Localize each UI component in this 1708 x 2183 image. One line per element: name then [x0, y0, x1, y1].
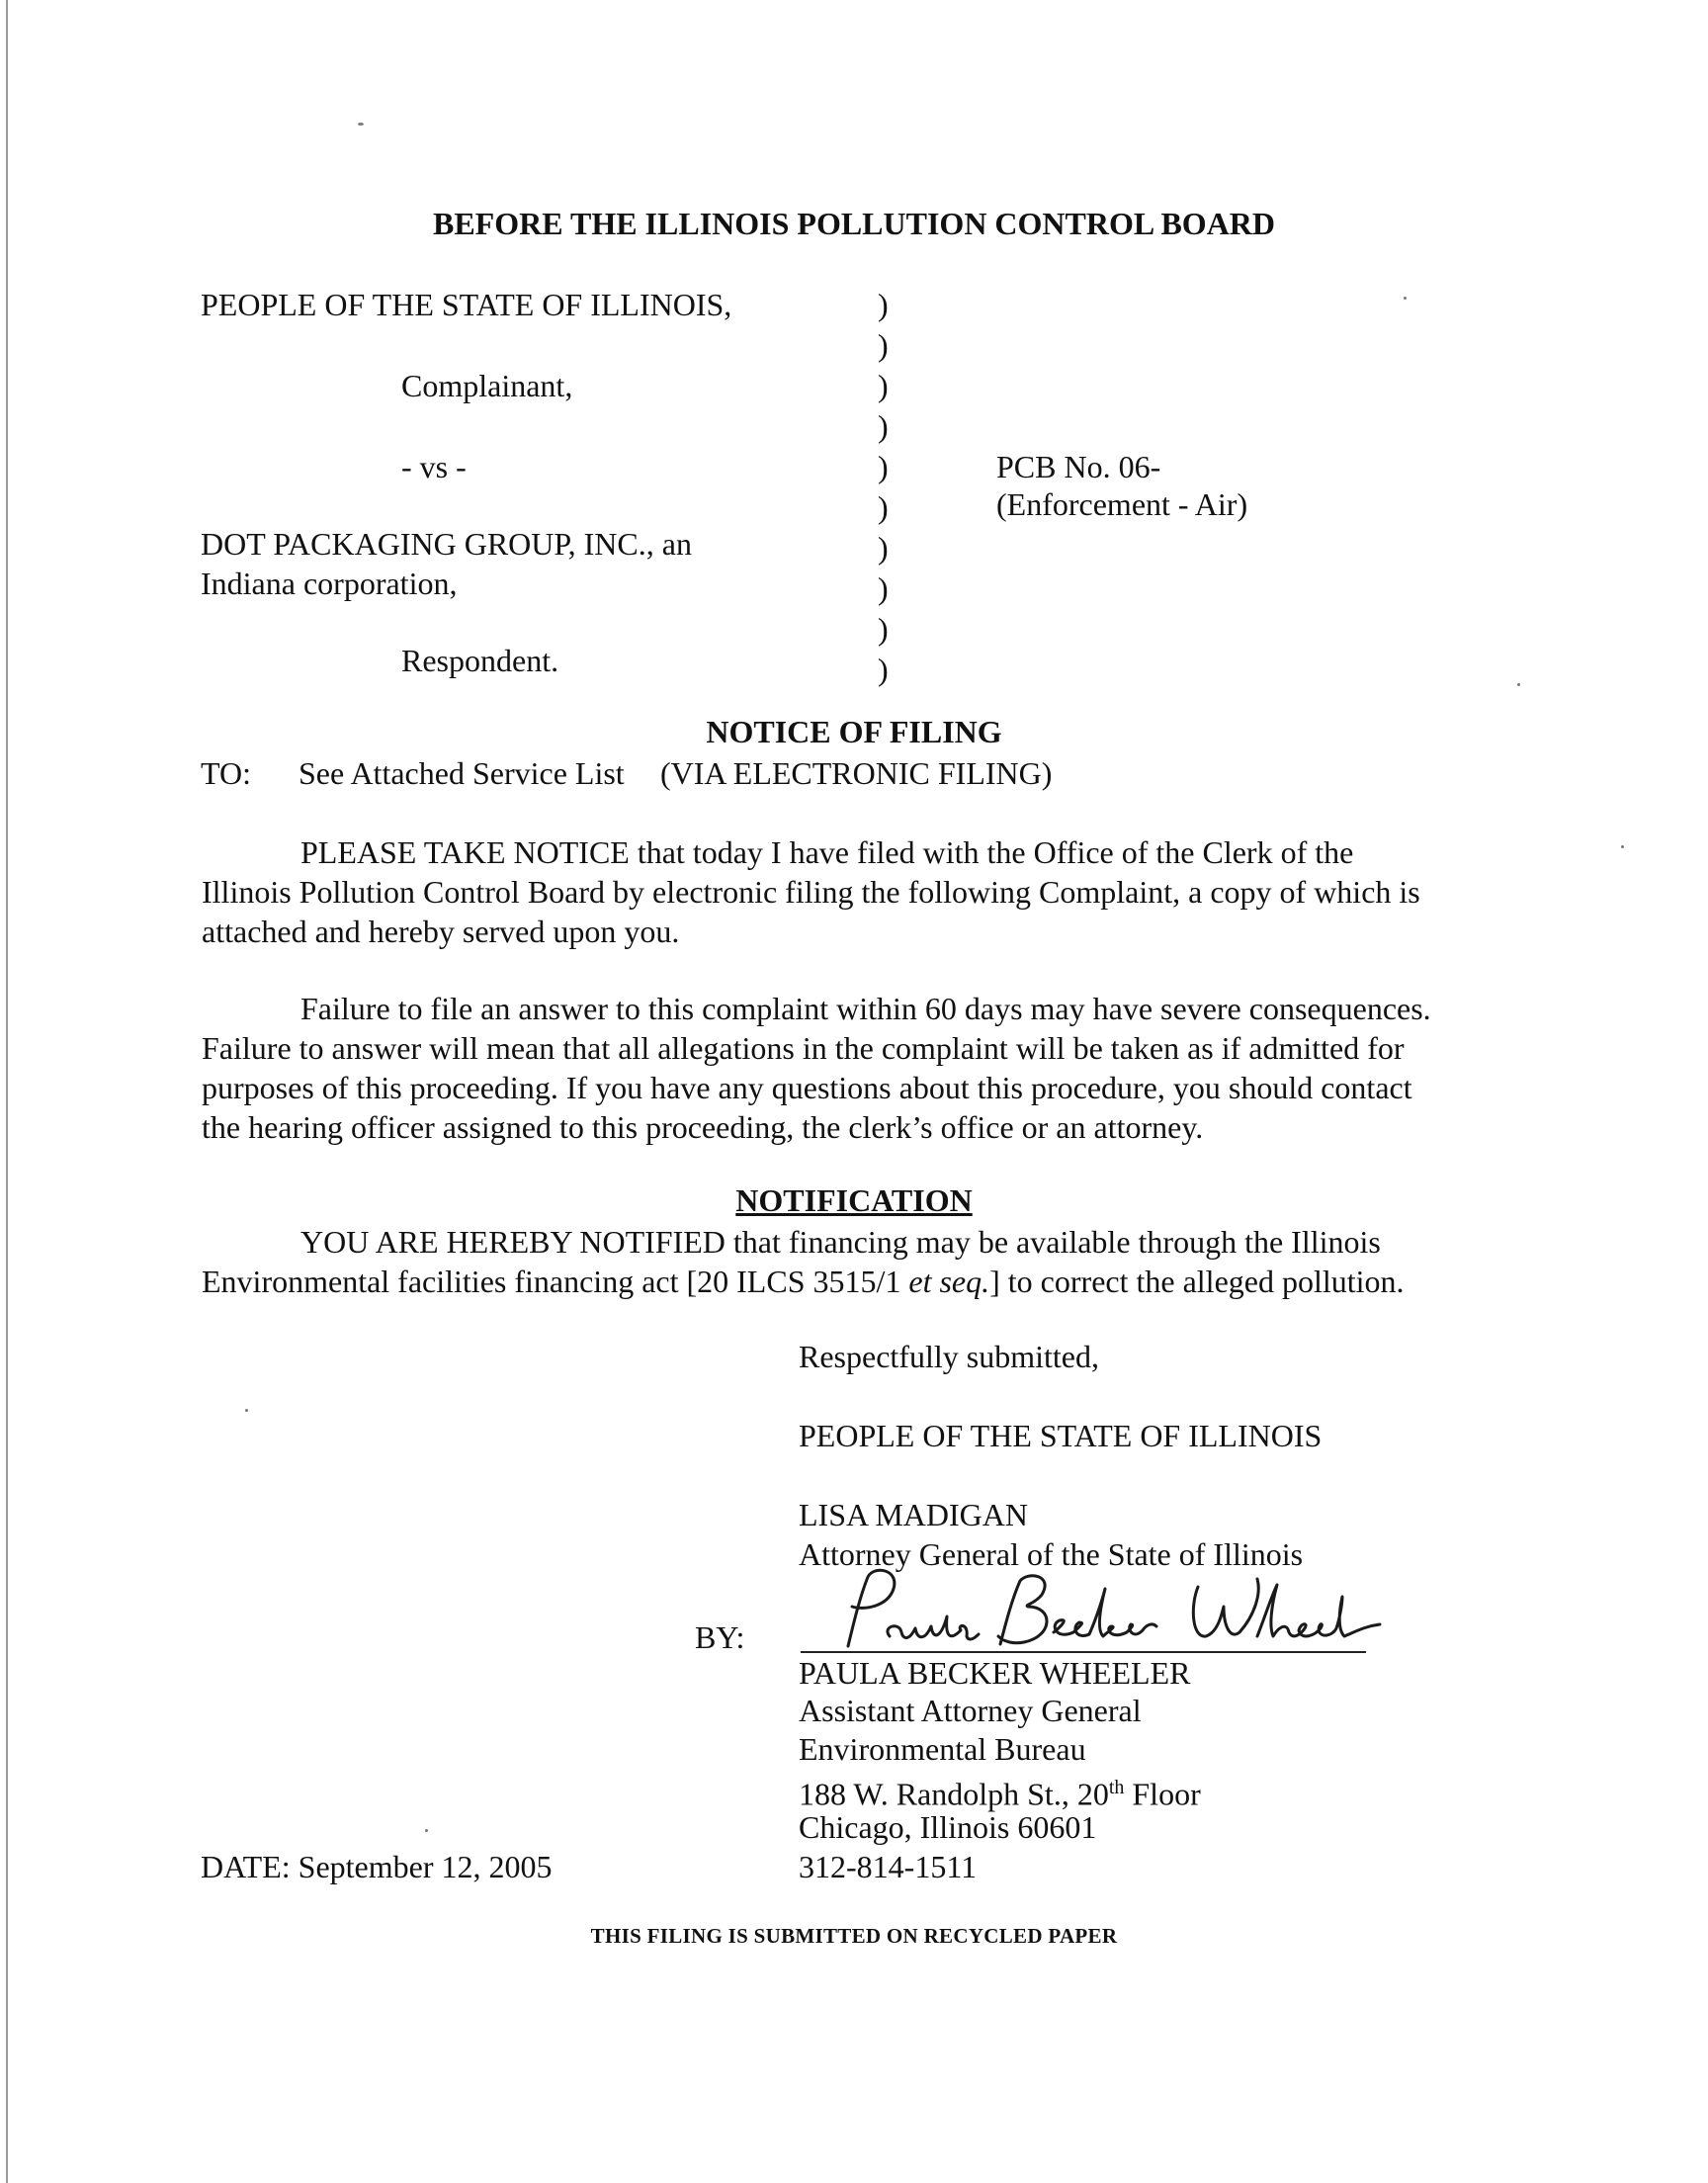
street-address-floor: Floor: [1124, 1776, 1201, 1812]
notification-line2-end: ] to correct the alleged pollution.: [989, 1264, 1405, 1299]
para2-line2: Failure to answer will mean that all allegations in the complaint will be taken as if admitted for: [202, 1030, 1405, 1066]
caption-parentheses: [878, 285, 907, 690]
phone-number: 312-814-1511: [799, 1849, 978, 1884]
paren: ): [878, 327, 889, 363]
scan-speck: [1621, 845, 1624, 848]
scan-speck: [1517, 683, 1520, 686]
paren: ): [878, 570, 889, 606]
closing-text: Respectfully submitted,: [799, 1339, 1099, 1374]
defendant-line-2: Indiana corporation,: [201, 566, 458, 601]
page-title: BEFORE THE ILLINOIS POLLUTION CONTROL BOARD: [432, 206, 1276, 241]
bureau-name: Environmental Bureau: [799, 1731, 1086, 1767]
by-label: BY:: [695, 1619, 745, 1655]
scan-speck: [358, 123, 364, 126]
complainant-label: Complainant,: [401, 368, 573, 403]
attorney-general-name: LISA MADIGAN: [799, 1497, 1028, 1532]
plaintiff-name: PEOPLE OF THE STATE OF ILLINOIS,: [201, 287, 732, 322]
notice-paragraph-2: [202, 989, 1526, 1147]
scan-speck: [245, 1409, 248, 1412]
para1-line1: PLEASE TAKE NOTICE that today I have filed with the Office of the Clerk of the: [300, 834, 1354, 870]
to-label: TO:: [201, 755, 251, 791]
case-type: (Enforcement - Air): [996, 486, 1248, 522]
paren: ): [878, 368, 889, 403]
para1-line2: Illinois Pollution Control Board by electronic filing the following Complaint, a copy of which is: [202, 874, 1420, 910]
notice-heading: NOTICE OF FILING: [706, 714, 1002, 749]
filing-method: (VIA ELECTRONIC FILING): [660, 755, 1053, 791]
scan-edge-line: [6, 0, 8, 2183]
versus-label: - vs -: [401, 449, 467, 484]
paren: ): [878, 611, 889, 647]
paren: ): [878, 287, 889, 322]
attorney-general-title: Attorney General of the State of Illinois: [799, 1536, 1304, 1572]
signer-title: Assistant Attorney General: [799, 1693, 1142, 1728]
notification-line2-start: Environmental facilities financing act [20 ILCS 3515/1: [202, 1264, 909, 1299]
paren: ): [878, 489, 889, 525]
para2-line1: Failure to file an answer to this complaint within 60 days may have severe consequences.: [300, 991, 1431, 1026]
paren: ): [878, 449, 889, 484]
notification-paragraph: [202, 1222, 1526, 1301]
street-address-main: 188 W. Randolph St., 20: [799, 1776, 1109, 1812]
para1-line3: attached and hereby served upon you.: [202, 914, 680, 949]
street-address-ordinal: th: [1108, 1777, 1125, 1798]
case-number: PCB No. 06-: [996, 449, 1161, 484]
to-value: See Attached Service List: [299, 755, 625, 791]
handwritten-signature: [830, 1567, 1384, 1661]
defendant-line-1: DOT PACKAGING GROUP, INC., an: [201, 526, 692, 562]
paren: ): [878, 652, 889, 687]
recycled-paper-footer: THIS FILING IS SUBMITTED ON RECYCLED PAPER: [590, 1924, 1118, 1948]
scan-speck: [425, 1829, 428, 1832]
respondent-label: Respondent.: [401, 643, 559, 678]
notification-line2-italic: et seq.: [908, 1264, 990, 1299]
paren: ): [878, 408, 889, 444]
para2-line4: the hearing officer assigned to this proceeding, the clerk’s office or an attorney.: [202, 1109, 1204, 1145]
paren: ): [878, 530, 889, 566]
city-state-zip: Chicago, Illinois 60601: [799, 1809, 1097, 1845]
party-name: PEOPLE OF THE STATE OF ILLINOIS: [799, 1418, 1323, 1453]
scan-speck: [1404, 297, 1407, 300]
date-line: DATE: September 12, 2005: [201, 1849, 553, 1884]
notification-line1: YOU ARE HEREBY NOTIFIED that financing may be available through the Illinois: [300, 1224, 1381, 1260]
signer-name: PAULA BECKER WHEELER: [799, 1655, 1191, 1691]
notice-paragraph-1: [202, 832, 1526, 951]
para2-line3: purposes of this proceeding. If you have any questions about this procedure, you should contact: [202, 1070, 1412, 1105]
notification-heading: NOTIFICATION: [735, 1182, 973, 1218]
